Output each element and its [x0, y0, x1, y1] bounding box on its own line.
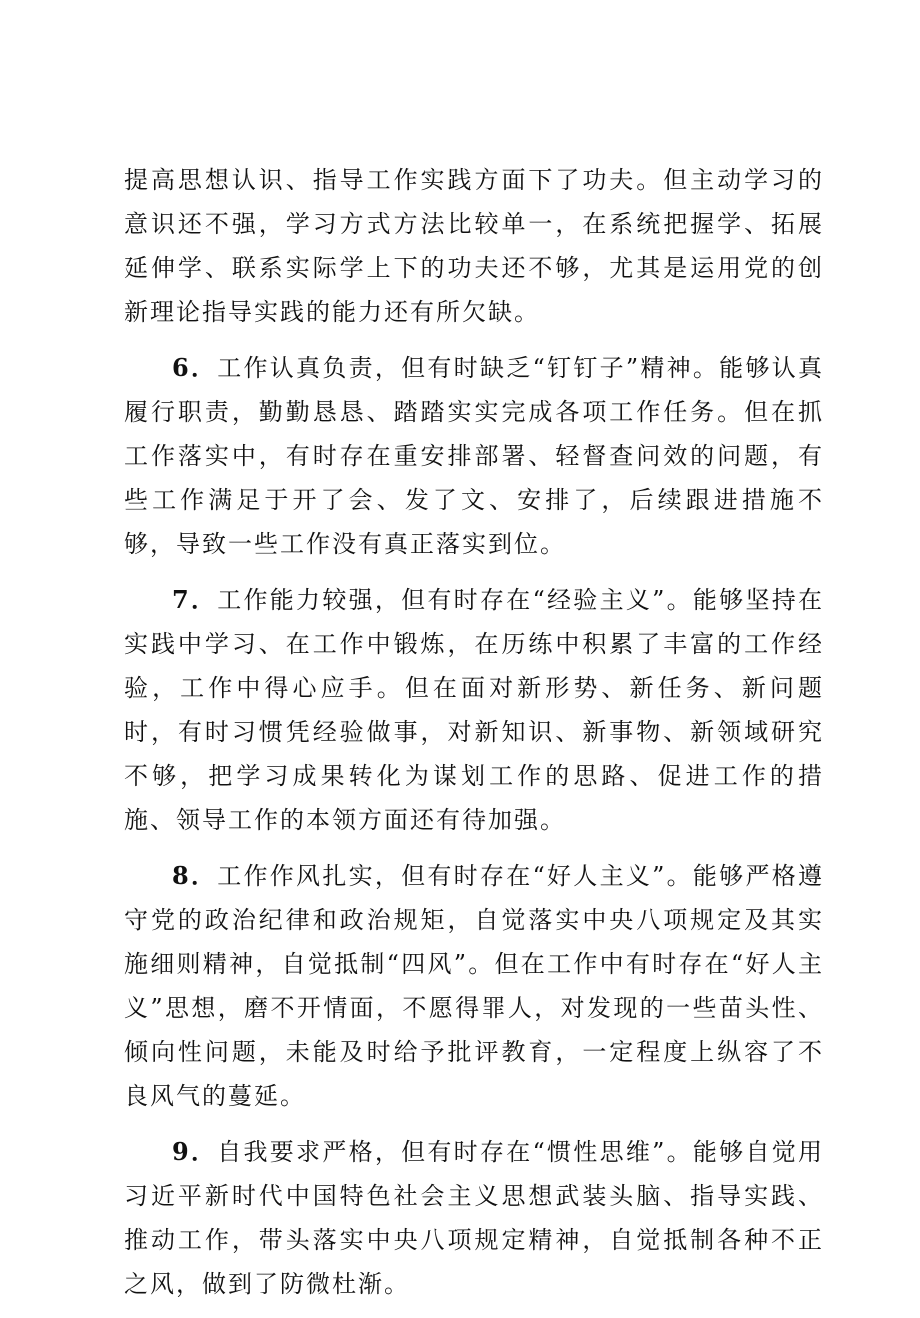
paragraph-text: 工作认真负责，但有时缺乏“钉钉子”精神。能够认真履行职责，勤勤恳恳、踏踏实实完成各项工作任务。但在抓工作落实中，有时存在重安排部署、轻督查问效的问题，有些工作满足于开了会、发了文、安排了，后续跟进措施不够，导致一些工作没有真正落实到位。 — [124, 354, 824, 558]
paragraph-text: 工作作风扎实，但有时存在“好人主义”。能够严格遵守党的政治纪律和政治规矩，自觉落实中央八项规定及其实施细则精神，自觉抵制“四风”。但在工作中有时存在“好人主义”思想，磨不开情面，不愿得罪人，对发现的一些苗头性、倾向性问题，未能及时给予批评教育，一定程度上纵容了不良风气的蔓延。 — [124, 862, 824, 1110]
paragraph-text: 提高思想认识、指导工作实践方面下了功夫。但主动学习的意识还不强，学习方式方法比较单一，在系统把握学、拓展延伸学、联系实际学上下的功夫还不够，尤其是运用党的创新理论指导实践的能力还有所欠缺。 — [124, 166, 824, 326]
paragraph-text: 工作能力较强，但有时存在“经验主义”。能够坚持在实践中学习、在工作中锻炼，在历练中积累了丰富的工作经验，工作中得心应手。但在面对新形势、新任务、新问题时，有时习惯凭经验做事，对新知识、新事物、新领域研究不够，把学习成果转化为谋划工作的思路、促进工作的措施、领导工作的本领方面还有待加强。 — [124, 586, 824, 834]
paragraph-number: 8． — [172, 861, 218, 890]
paragraph-item-9 — [124, 1130, 824, 1306]
paragraph-continued — [124, 158, 824, 334]
paragraph-number: 9． — [172, 1137, 218, 1166]
document-body — [124, 158, 824, 1318]
paragraph-item-6 — [124, 346, 824, 566]
paragraph-item-8 — [124, 854, 824, 1118]
paragraph-text: 自我要求严格，但有时存在“惯性思维”。能够自觉用习近平新时代中国特色社会主义思想武装头脑、指导实践、推动工作，带头落实中央八项规定精神，自觉抵制各种不正之风，做到了防微杜渐。 — [124, 1138, 824, 1298]
paragraph-number: 6． — [172, 353, 218, 382]
paragraph-number: 7． — [172, 585, 218, 614]
paragraph-item-7 — [124, 578, 824, 842]
